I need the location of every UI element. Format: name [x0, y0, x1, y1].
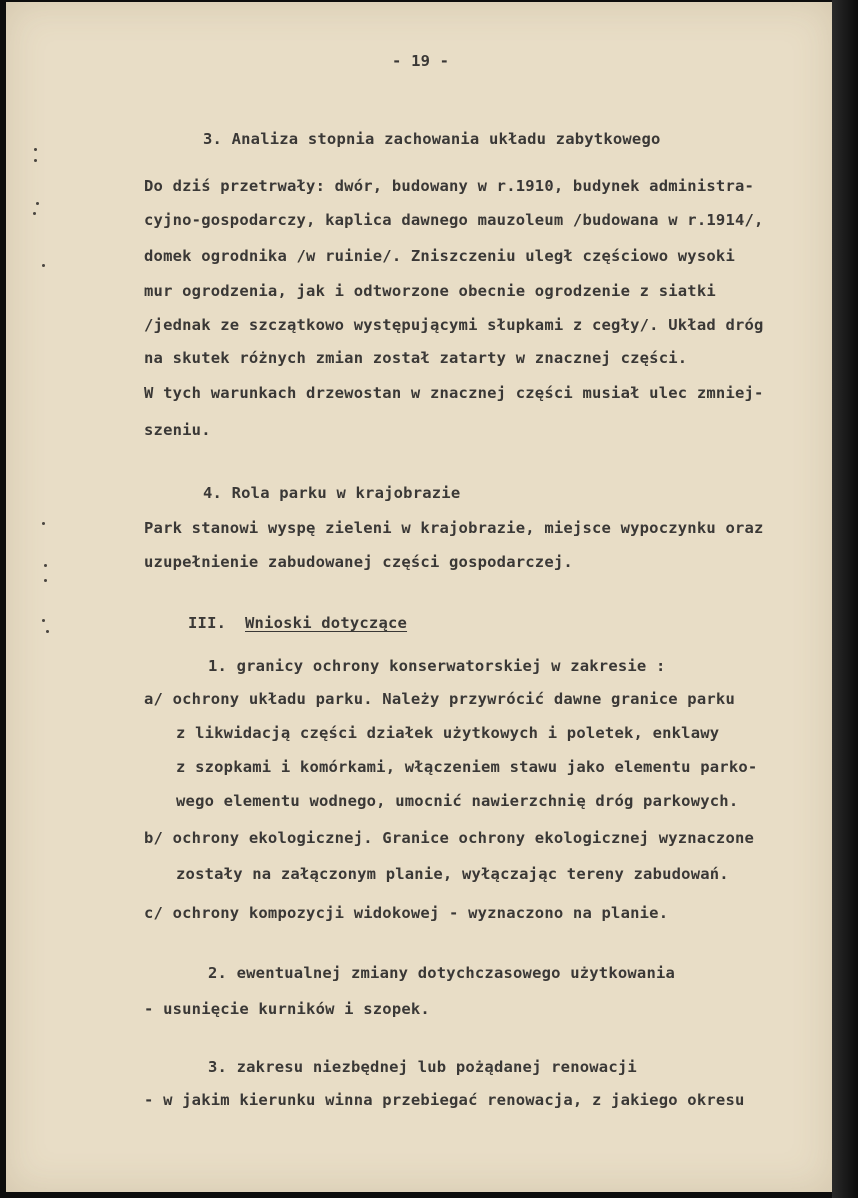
- margin-mark: [44, 579, 47, 582]
- paragraph-line: na skutek różnych zmian został zatarty w znacznej części.: [144, 349, 688, 367]
- margin-mark: [33, 212, 36, 215]
- margin-mark: [34, 159, 37, 162]
- paragraph-line: Do dziś przetrwały: dwór, budowany w r.1910, budynek administra-: [144, 177, 755, 195]
- list-item-line: c/ ochrony kompozycji widokowej - wyznaczono na planie.: [144, 904, 669, 922]
- list-item-line: - w jakim kierunku winna przebiegać renowacja, z jakiego okresu: [144, 1091, 745, 1109]
- margin-mark: [42, 619, 45, 622]
- list-item-line: wego elementu wodnego, umocnić nawierzchnię dróg parkowych.: [176, 792, 739, 810]
- margin-mark: [44, 564, 47, 567]
- paragraph-line: Park stanowi wyspę zieleni w krajobrazie, miejsce wypoczynku oraz: [144, 519, 764, 537]
- margin-mark: [36, 202, 39, 205]
- list-item-line: b/ ochrony ekologicznej. Granice ochrony ekologicznej wyznaczone: [144, 829, 755, 847]
- section-iii-title: Wnioski dotyczące: [245, 614, 408, 632]
- list-item-line: 1. granicy ochrony konserwatorskiej w zakresie :: [208, 657, 666, 675]
- paragraph-line: /jednak ze szczątkowo występującymi słupkami z cegły/. Układ dróg: [144, 316, 764, 334]
- margin-mark: [34, 148, 37, 151]
- paragraph-line: domek ogrodnika /w ruinie/. Zniszczeniu uległ częściowo wysoki: [144, 247, 735, 265]
- list-item-line: 2. ewentualnej zmiany dotychczasowego użytkowania: [208, 964, 676, 982]
- paragraph-line: szeniu.: [144, 421, 211, 439]
- paragraph-line: uzupełnienie zabudowanej części gospodarczej.: [144, 553, 573, 571]
- page-number: - 19 -: [392, 52, 450, 70]
- paragraph-line: mur ogrodzenia, jak i odtworzone obecnie ogrodzenie z siatki: [144, 282, 716, 300]
- margin-mark: [46, 630, 49, 633]
- section-3-heading: 3. Analiza stopnia zachowania układu zabytkowego: [203, 130, 661, 148]
- list-item-line: - usunięcie kurników i szopek.: [144, 1000, 430, 1018]
- margin-mark: [42, 522, 45, 525]
- list-item-line: 3. zakresu niezbędnej lub pożądanej renowacji: [208, 1058, 637, 1076]
- paragraph-line: cyjno-gospodarczy, kaplica dawnego mauzoleum /budowana w r.1914/,: [144, 211, 764, 229]
- list-item-line: z likwidacją części działek użytkowych i poletek, enklawy: [176, 724, 720, 742]
- list-item-line: zostały na załączonym planie, wyłączając tereny zabudowań.: [176, 865, 729, 883]
- paragraph-line: W tych warunkach drzewostan w znacznej części musiał ulec zmniej-: [144, 384, 764, 402]
- section-iii-number: III.: [188, 614, 227, 632]
- margin-mark: [42, 264, 45, 267]
- section-4-heading: 4. Rola parku w krajobrazie: [203, 484, 461, 502]
- scan-edge: [832, 0, 858, 1198]
- list-item-line: z szopkami i komórkami, włączeniem stawu jako elementu parko-: [176, 758, 758, 776]
- list-item-line: a/ ochrony układu parku. Należy przywrócić dawne granice parku: [144, 690, 735, 708]
